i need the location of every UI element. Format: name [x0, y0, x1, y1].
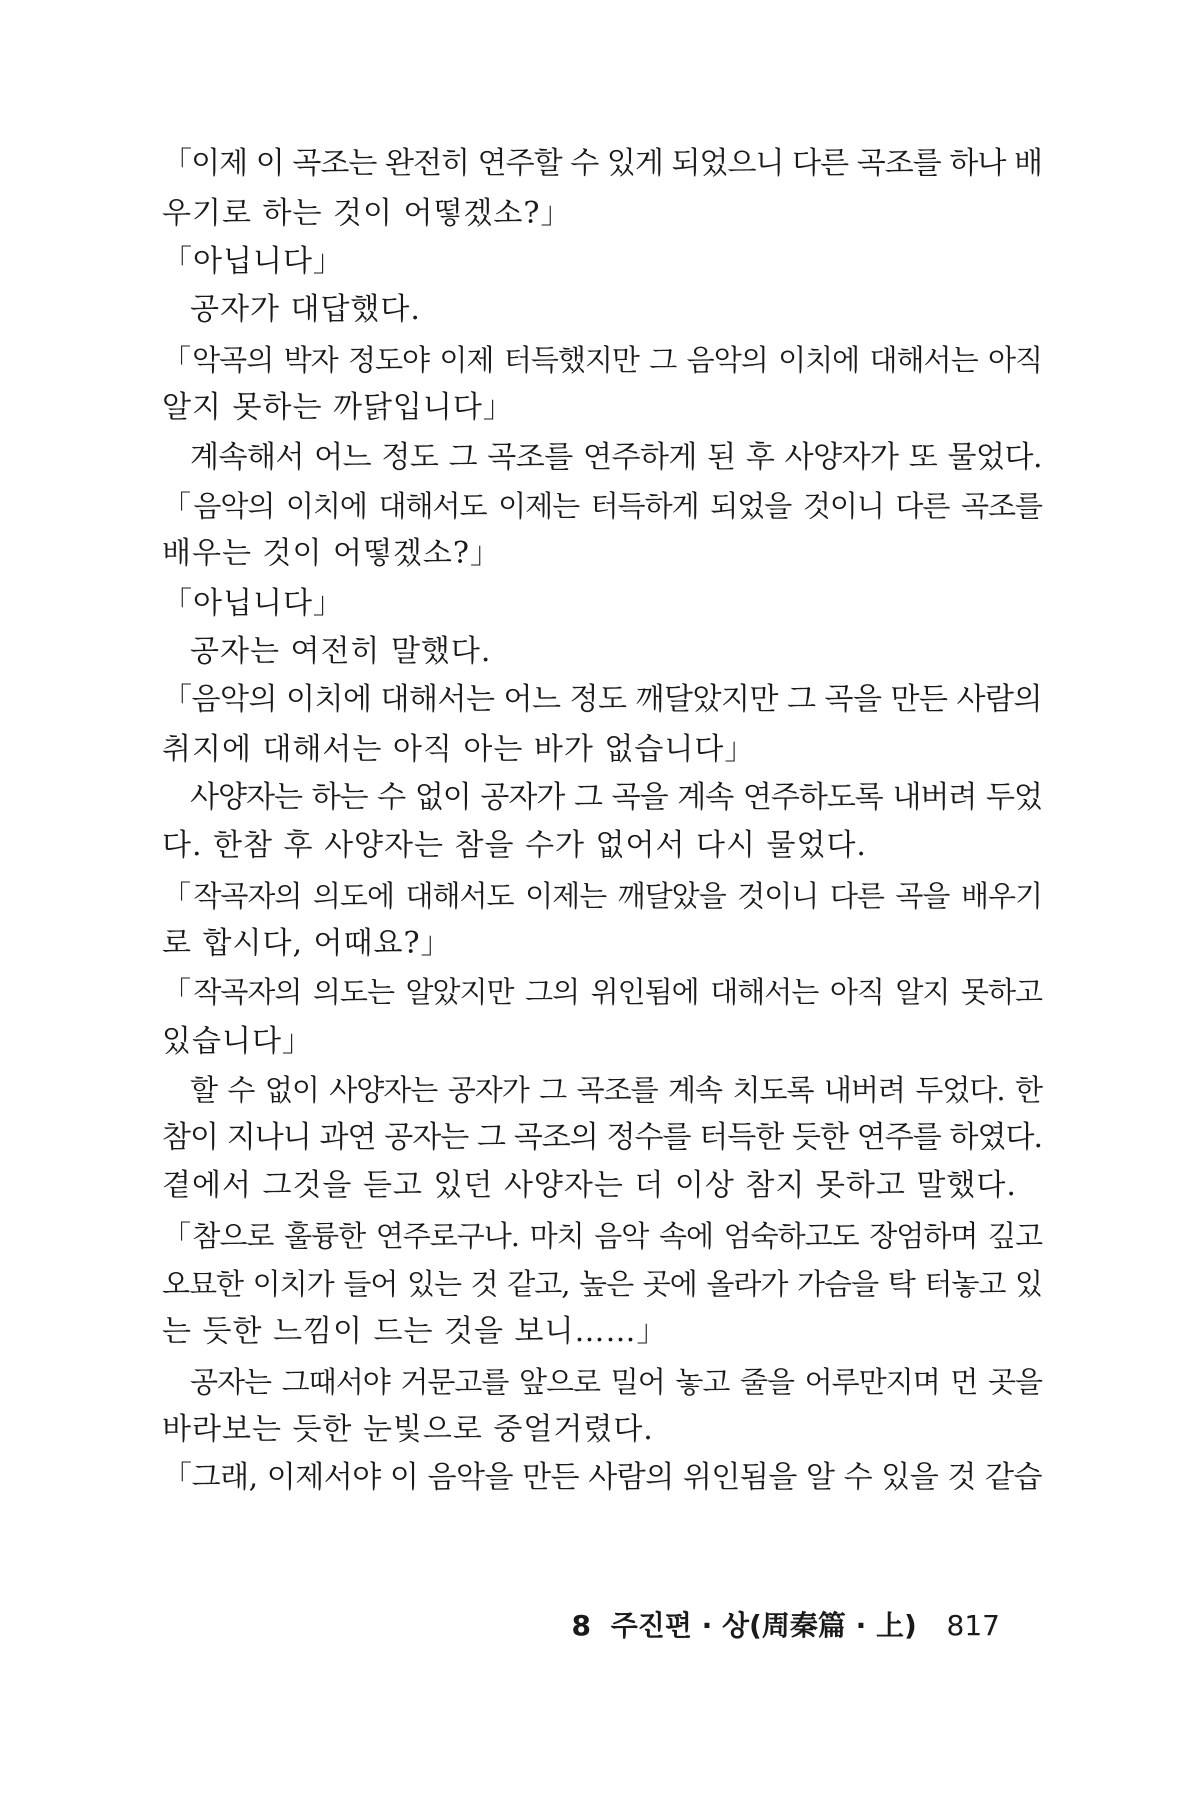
text-line: 「작곡자의 의도에 대해서도 이제는 깨달았을 것이니 다른 곡을 배우기 — [162, 879, 1042, 913]
text-line: 「음악의 이치에 대해서도 이제는 터득하게 되었을 것이니 다른 곡조를 — [162, 489, 1042, 523]
running-footer — [0, 1606, 1000, 1646]
text-line: 배우는 것이 어떻겠소?」 — [162, 536, 501, 571]
text-line: 공자는 여전히 말했다. — [190, 634, 492, 669]
text-line: 다. 한참 후 사양자는 참을 수가 없어서 다시 물었다. — [162, 828, 867, 863]
text-line: 는 듯한 느낌이 드는 것을 보니……」 — [162, 1314, 668, 1349]
chapter-title: 주진편 · 상(周秦篇 · 上) — [610, 1609, 917, 1642]
text-line: 사양자는 하는 수 없이 공자가 그 곡을 계속 연주하도록 내버려 두었 — [190, 780, 1042, 815]
chapter-number: 8 — [571, 1609, 591, 1642]
text-line: 알지 못하는 까닭입니다」 — [162, 390, 514, 425]
page-number: 817 — [946, 1609, 1000, 1642]
text-line: 「음악의 이치에 대해서는 어느 정도 깨달았지만 그 곡을 만든 사람의 — [162, 682, 1042, 717]
text-line: 「이제 이 곡조는 완전히 연주할 수 있게 되었으니 다른 곡조를 하나 배 — [162, 146, 1042, 181]
text-line: 있습니다」 — [162, 1024, 313, 1059]
text-line: 할 수 없이 사양자는 공자가 그 곡조를 계속 치도록 내버려 두었다. 한 — [190, 1073, 1042, 1107]
text-line: 「악곡의 박자 정도야 이제 터득했지만 그 음악의 이치에 대해서는 아직 — [162, 343, 1042, 377]
text-line: 「작곡자의 의도는 알았지만 그의 위인됨에 대해서는 아직 알지 못하고 — [162, 975, 1042, 1009]
text-line: 공자는 그때서야 거문고를 앞으로 밀어 놓고 줄을 어루만지며 먼 곳을 — [190, 1365, 1042, 1399]
text-line: 참이 지나니 과연 공자는 그 곡조의 정수를 터득한 듯한 연주를 하였다. — [162, 1120, 1042, 1155]
text-line: 곁에서 그것을 듣고 있던 사양자는 더 이상 참지 못하고 말했다. — [162, 1168, 1017, 1203]
text-line: 공자가 대답했다. — [190, 292, 421, 327]
text-line: 「그래, 이제서야 이 음악을 만든 사람의 위인됨을 알 수 있을 것 같습 — [162, 1460, 1042, 1495]
text-line: 「참으로 훌륭한 연주로구나. 마치 음악 속에 엄숙하고도 장엄하며 깊고 — [162, 1219, 1042, 1253]
text-line: 「아닙니다」 — [162, 586, 344, 621]
text-line: 취지에 대해서는 아직 아는 바가 없습니다」 — [162, 732, 756, 767]
text-line: 로 합시다, 어때요?」 — [162, 926, 452, 961]
text-line: 바라보는 듯한 눈빛으로 중얼거렸다. — [162, 1412, 654, 1447]
text-line: 우기로 하는 것이 어떻겠소?」 — [162, 196, 572, 231]
text-line: 오묘한 이치가 들어 있는 것 같고, 높은 곳에 올라가 가슴을 탁 터놓고 있 — [162, 1267, 1042, 1301]
text-line: 「아닙니다」 — [162, 244, 344, 279]
text-line: 계속해서 어느 정도 그 곡조를 연주하게 된 후 사양자가 또 물었다. — [190, 440, 1042, 475]
